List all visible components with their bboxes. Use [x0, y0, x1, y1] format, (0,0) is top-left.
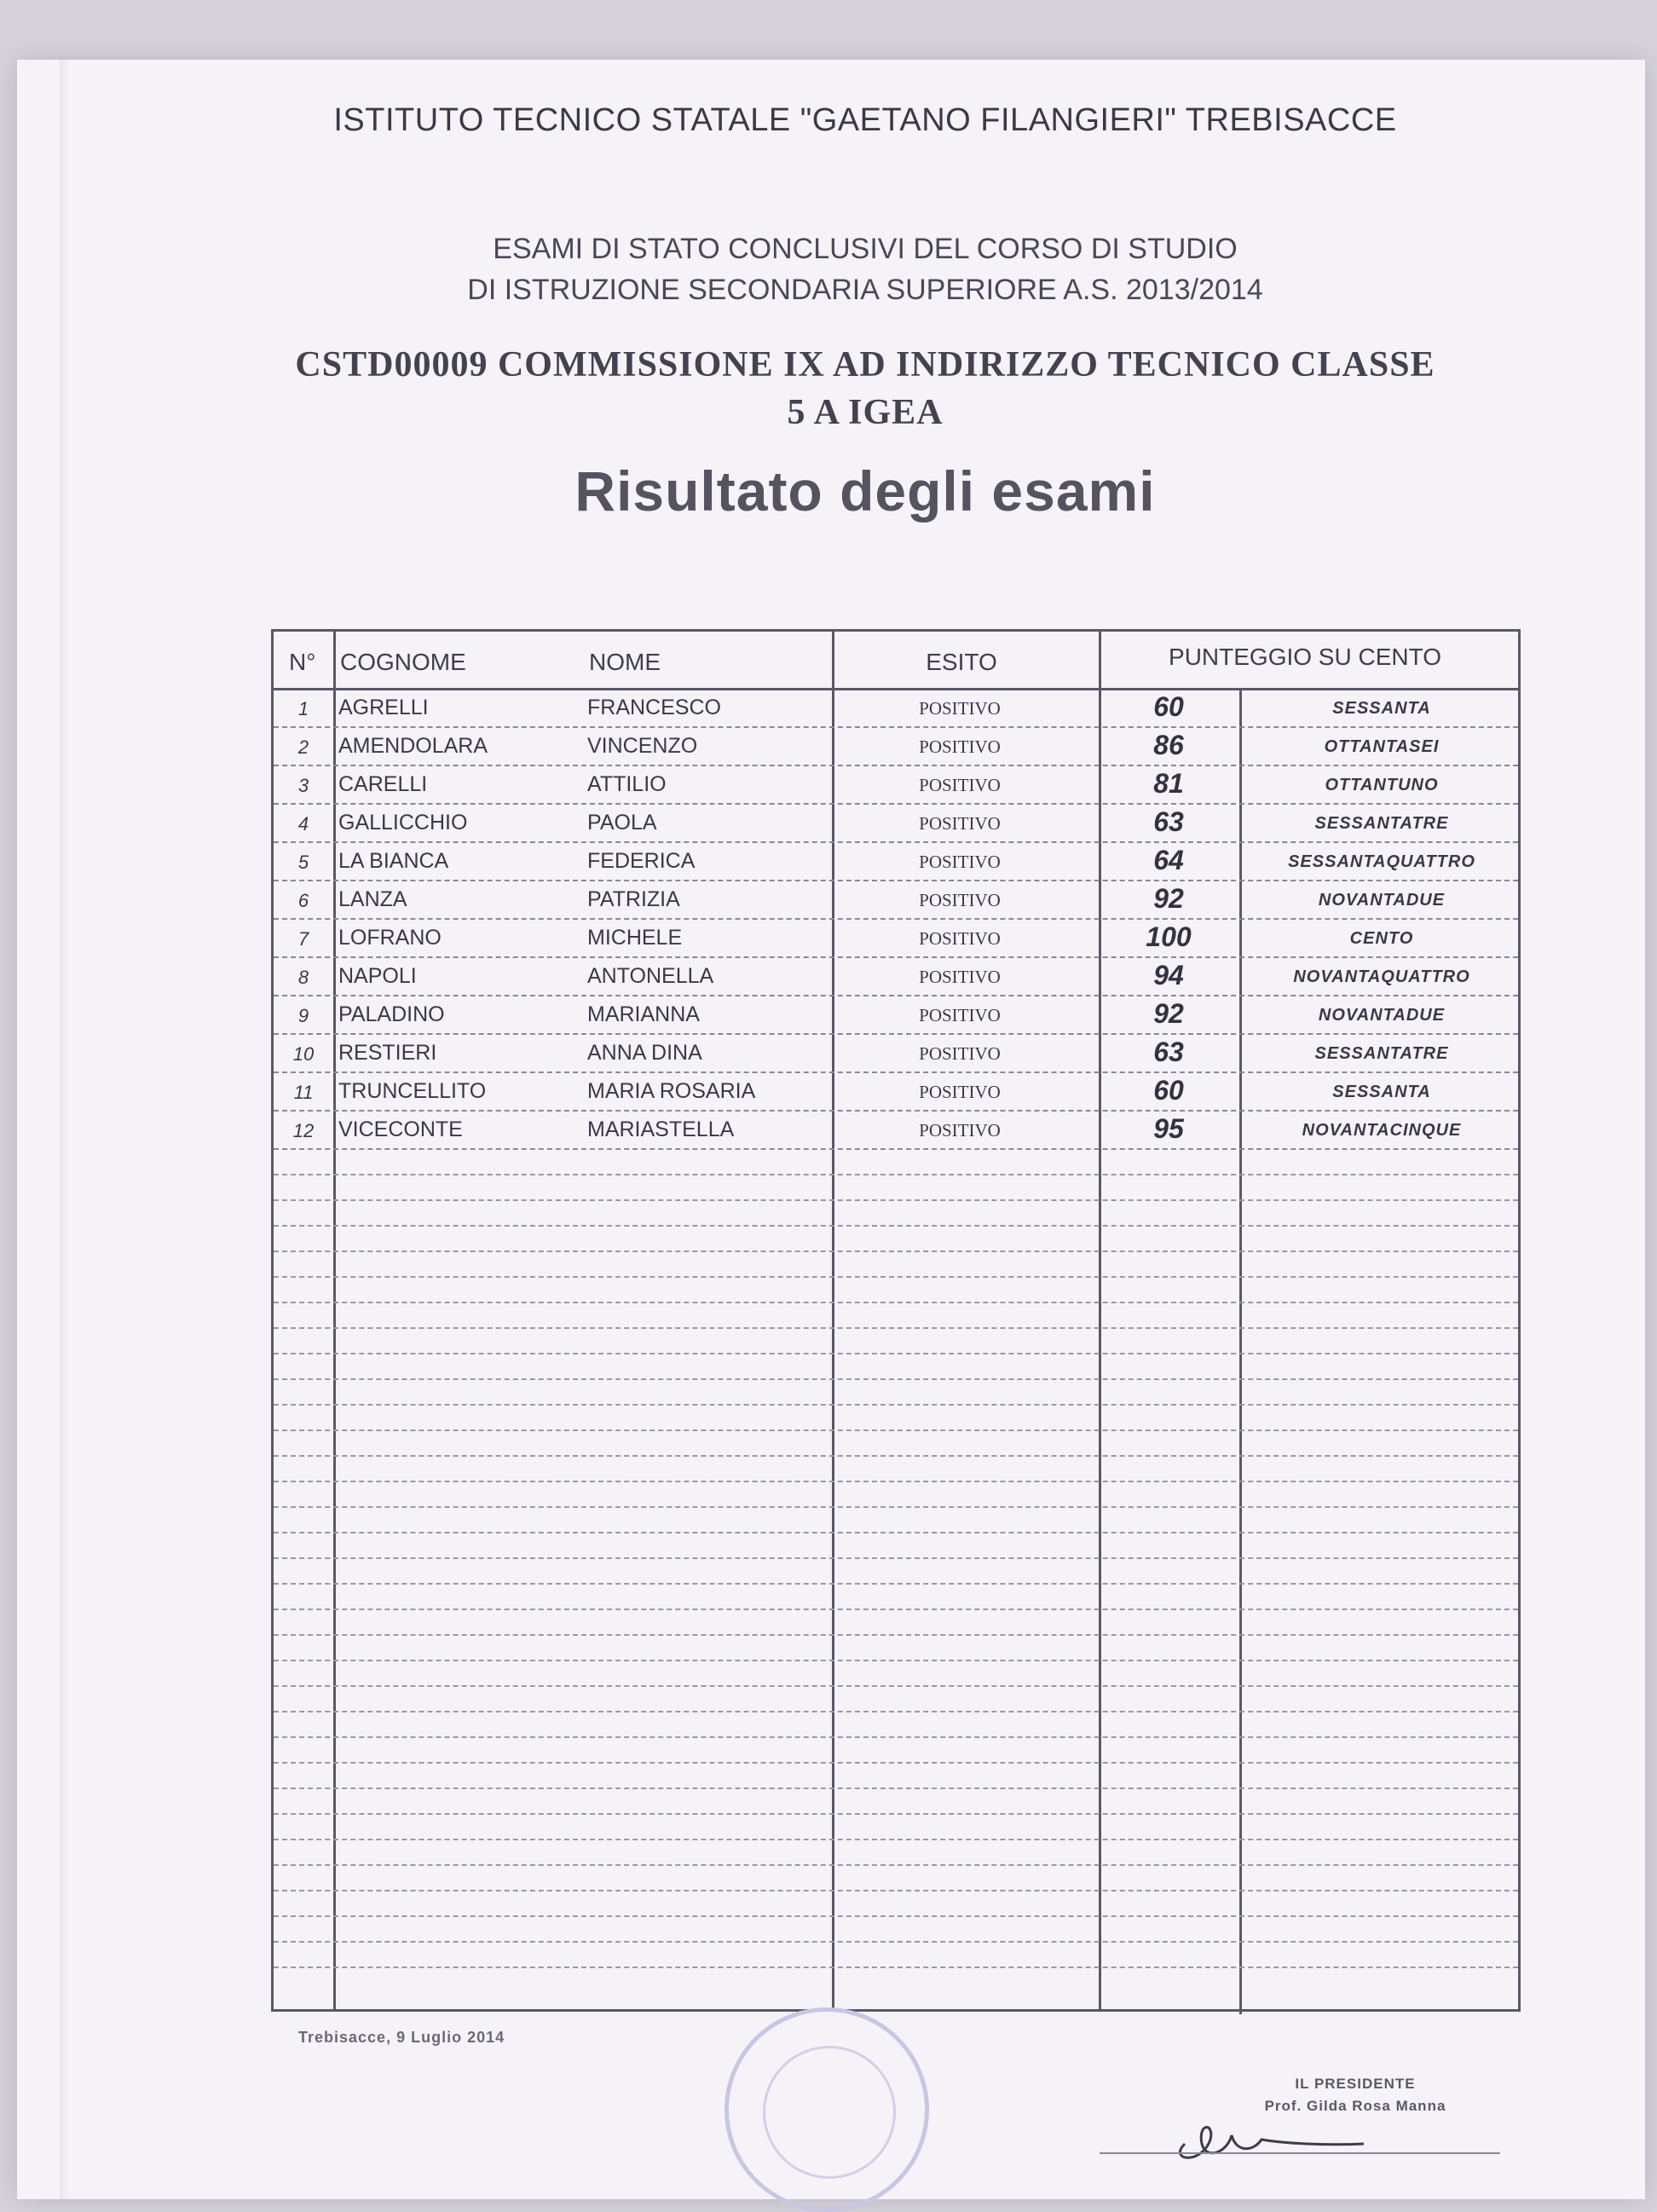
exam-description [0, 228, 1657, 310]
header-name: NOME [589, 649, 661, 675]
row-score: 94 [1153, 960, 1184, 990]
row-score-words: SESSANTA [1332, 1083, 1431, 1101]
row-score: 81 [1153, 768, 1184, 799]
row-name: MARIANNA [587, 1002, 700, 1026]
row-name: FEDERICA [587, 849, 696, 873]
empty-table-row [274, 1199, 1518, 1227]
row-number: 6 [297, 890, 309, 911]
place-date: Trebisacce, 9 Luglio 2014 [298, 2029, 505, 2046]
row-score-words: OTTANTASEI [1324, 737, 1440, 756]
row-surname: PALADINO [338, 1002, 445, 1026]
empty-table-row [274, 1736, 1518, 1764]
empty-table-row [274, 1864, 1518, 1891]
table-row [274, 688, 1518, 728]
row-surname: LANZA [338, 887, 407, 911]
row-name: ATTILIO [587, 772, 667, 796]
row-name: MICHELE [587, 926, 683, 950]
row-score-words: OTTANTUNO [1325, 776, 1439, 794]
row-surname: CARELLI [338, 772, 428, 796]
empty-table-row [274, 1813, 1518, 1840]
empty-table-row [274, 1839, 1518, 1866]
row-number: 4 [297, 813, 309, 835]
row-number: 5 [297, 852, 309, 873]
president-title: IL PRESIDENTE [1295, 2076, 1416, 2092]
empty-table-row [274, 1711, 1518, 1738]
empty-table-row [274, 1276, 1518, 1303]
header-score: PUNTEGGIO SU CENTO [1169, 644, 1441, 670]
row-score: 60 [1153, 1075, 1184, 1106]
empty-table-row [274, 1788, 1518, 1815]
row-score-words: NOVANTACINQUE [1302, 1121, 1462, 1140]
row-score: 92 [1153, 998, 1184, 1029]
exam-line-2: DI ISTRUZIONE SECONDARIA SUPERIORE A.S. 2013/2014 [467, 274, 1263, 306]
empty-table-row [274, 1685, 1518, 1712]
empty-table-row [274, 1634, 1518, 1661]
table-row [274, 726, 1518, 766]
empty-table-row [274, 1481, 1518, 1508]
row-score-words: NOVANTADUE [1318, 1006, 1446, 1025]
row-name: ANNA DINA [587, 1041, 702, 1065]
commission-line-1: CSTD00009 COMMISSIONE IX AD INDIRIZZO TECNICO CLASSE [295, 345, 1435, 384]
row-score-words: NOVANTAQUATTRO [1293, 967, 1470, 986]
empty-table-row [274, 1890, 1518, 1917]
row-name: FRANCESCO [587, 696, 721, 719]
empty-table-row [274, 1378, 1518, 1406]
commission-heading [0, 341, 1657, 436]
header-surname: COGNOME [340, 649, 466, 675]
table-row [274, 1110, 1518, 1150]
row-score: 100 [1146, 921, 1192, 952]
empty-table-row [274, 1302, 1518, 1329]
stamp-emblem [763, 2046, 896, 2179]
row-score: 86 [1153, 730, 1184, 760]
table-row [274, 918, 1518, 958]
row-number: 1 [297, 698, 309, 719]
row-number: 8 [297, 967, 309, 988]
empty-table-row [274, 1941, 1518, 1968]
row-name: MARIASTELLA [587, 1118, 735, 1141]
header-num: N° [289, 649, 316, 675]
commission-line-2: 5 A IGEA [787, 393, 944, 432]
table-row [274, 956, 1518, 996]
row-name: PATRIZIA [587, 887, 680, 911]
table-row [274, 1071, 1518, 1112]
row-name: MARIA ROSARIA [587, 1079, 756, 1103]
table-row [274, 841, 1518, 881]
row-outcome: POSITIVO [919, 813, 1001, 834]
empty-table-row [274, 1762, 1518, 1789]
row-score-words: SESSANTATRE [1314, 1044, 1449, 1063]
table-row [274, 765, 1518, 805]
row-outcome: POSITIVO [919, 890, 1001, 910]
row-surname: VICECONTE [338, 1118, 463, 1141]
row-surname: TRUNCELLITO [338, 1079, 487, 1103]
table-row [274, 880, 1518, 920]
empty-table-row [274, 1225, 1518, 1252]
school-stamp [725, 2007, 929, 2212]
row-outcome: POSITIVO [919, 775, 1001, 795]
row-score-words: CENTO [1349, 929, 1414, 948]
row-score-words: NOVANTADUE [1318, 891, 1446, 910]
signature [1159, 2093, 1381, 2169]
row-number: 9 [297, 1005, 309, 1026]
row-surname: AMENDOLARA [338, 734, 488, 758]
empty-table-row [274, 1915, 1518, 1943]
empty-table-row [274, 1404, 1518, 1431]
row-surname: RESTIERI [338, 1041, 437, 1065]
row-score: 60 [1153, 691, 1184, 722]
table-row [274, 803, 1518, 843]
empty-table-row [274, 1583, 1518, 1610]
institute-title: ISTITUTO TECNICO STATALE "GAETANO FILANGIERI" TREBISACCE [333, 102, 1397, 138]
row-number: 12 [292, 1120, 315, 1141]
empty-table-row [274, 1353, 1518, 1380]
row-score: 63 [1153, 806, 1184, 837]
row-score: 64 [1153, 845, 1184, 875]
results-table [271, 629, 1521, 2012]
row-outcome: POSITIVO [919, 736, 1001, 757]
row-number: 3 [297, 775, 309, 796]
row-outcome: POSITIVO [919, 852, 1001, 872]
header-outcome: ESITO [926, 649, 997, 675]
empty-table-row [274, 1148, 1518, 1175]
row-score: 92 [1153, 883, 1184, 914]
empty-table-row [274, 1174, 1518, 1201]
table-header [274, 632, 1518, 690]
row-score-words: SESSANTA [1332, 699, 1431, 718]
row-number: 10 [292, 1043, 315, 1065]
row-outcome: POSITIVO [919, 1082, 1001, 1102]
row-name: VINCENZO [587, 734, 698, 758]
row-surname: LOFRANO [338, 926, 442, 950]
row-outcome: POSITIVO [919, 1005, 1001, 1025]
table-row [274, 1033, 1518, 1073]
row-score-words: SESSANTAQUATTRO [1288, 852, 1475, 871]
row-surname: NAPOLI [338, 964, 417, 988]
row-score: 95 [1153, 1113, 1184, 1144]
empty-table-row [274, 1532, 1518, 1559]
row-outcome: POSITIVO [919, 1043, 1001, 1064]
row-number: 11 [293, 1082, 314, 1103]
row-outcome: POSITIVO [919, 1120, 1001, 1141]
empty-table-row [274, 1608, 1518, 1636]
table-row [274, 995, 1518, 1035]
page-title: Risultato degli esami [574, 459, 1156, 523]
empty-table-row [274, 1506, 1518, 1533]
row-surname: GALLICCHIO [338, 811, 468, 835]
empty-table-row [274, 1327, 1518, 1354]
president-name: Prof. Gilda Rosa Manna [1264, 2098, 1446, 2114]
row-score: 63 [1153, 1037, 1184, 1067]
exam-line-1: ESAMI DI STATO CONCLUSIVI DEL CORSO DI STUDIO [493, 233, 1238, 265]
empty-table-row [274, 1429, 1518, 1457]
empty-table-row [274, 1250, 1518, 1278]
empty-table-row [274, 1455, 1518, 1482]
row-number: 7 [297, 928, 309, 950]
empty-table-row [274, 1557, 1518, 1585]
row-outcome: POSITIVO [919, 928, 1001, 949]
empty-table-row [274, 1660, 1518, 1687]
row-score-words: SESSANTATRE [1314, 814, 1449, 833]
row-name: ANTONELLA [587, 964, 714, 988]
row-surname: LA BIANCA [338, 849, 449, 873]
row-number: 2 [297, 736, 309, 758]
row-surname: AGRELLI [338, 696, 429, 719]
row-outcome: POSITIVO [919, 698, 1001, 719]
signature-line [1100, 2152, 1500, 2154]
row-outcome: POSITIVO [919, 967, 1001, 987]
row-name: PAOLA [587, 811, 657, 835]
